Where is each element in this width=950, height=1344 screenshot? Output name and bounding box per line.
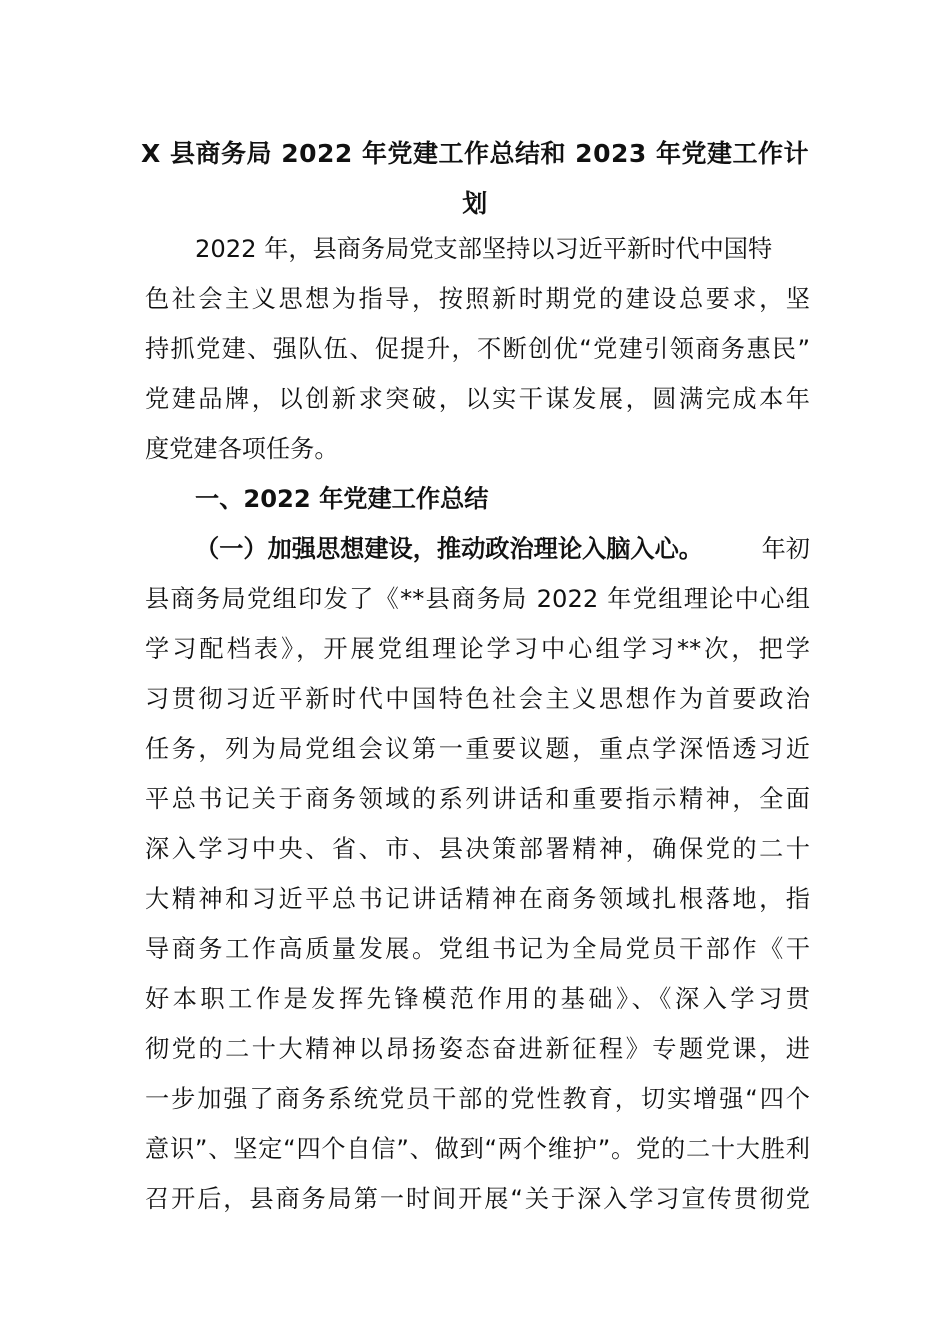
intro-line-4: 党建品牌，以创新求突破，以实干谋发展，圆满完成本年: [145, 385, 810, 413]
subsection-heading: （一）加强思想建设，推动政治理论入脑入心。: [195, 535, 703, 563]
document-title-line-2: 划: [462, 189, 488, 218]
document-title-line-1: X 县商务局 2022 年党建工作总结和 2023 年党建工作计: [141, 139, 809, 168]
body-line: 好本职工作是发挥先锋模范作用的基础》、《深入学习贯: [145, 985, 810, 1013]
body-line: 大精神和习近平总书记讲话精神在商务领域扎根落地，指: [145, 885, 810, 913]
body-line: 学习配档表》，开展党组理论学习中心组学习**次，把学: [145, 635, 810, 663]
body-line: 习贯彻习近平新时代中国特色社会主义思想作为首要政治: [145, 685, 810, 713]
body-line: 意识”、坚定“四个自信”、做到“两个维护”。党的二十大胜利: [145, 1135, 810, 1163]
subsection-first-line: [195, 532, 810, 566]
intro-line-5: 度党建各项任务。: [145, 435, 339, 463]
intro-line-3: 持抓党建、强队伍、促提升，不断创优“党建引领商务惠民”: [145, 335, 810, 363]
body-line: 彻党的二十大精神以昂扬姿态奋进新征程》专题党课，进: [145, 1035, 810, 1063]
body-line: 任务，列为局党组会议第一重要议题，重点学深悟透习近: [145, 735, 810, 763]
body-line: 平总书记关于商务领域的系列讲话和重要指示精神，全面: [145, 785, 810, 813]
body-line: 深入学习中央、省、市、县决策部署精神，确保党的二十: [145, 835, 810, 863]
intro-line-2: 色社会主义思想为指导，按照新时期党的建设总要求，坚: [145, 285, 810, 313]
body-line: 一步加强了商务系统党员干部的党性教育，切实增强“四个: [145, 1085, 810, 1113]
section-heading: 一、2022 年党建工作总结: [195, 485, 489, 513]
body-line: 导商务工作高质量发展。党组书记为全局党员干部作《干: [145, 935, 810, 963]
subsection-first-line-tail: 年初: [761, 535, 810, 563]
body-line: 县商务局党组印发了《**县商务局 2022 年党组理论中心组: [145, 585, 810, 613]
intro-line-1: 2022 年，县商务局党支部坚持以习近平新时代中国特: [195, 235, 773, 263]
body-line: 召开后，县商务局第一时间开展“关于深入学习宣传贯彻党: [145, 1185, 810, 1213]
